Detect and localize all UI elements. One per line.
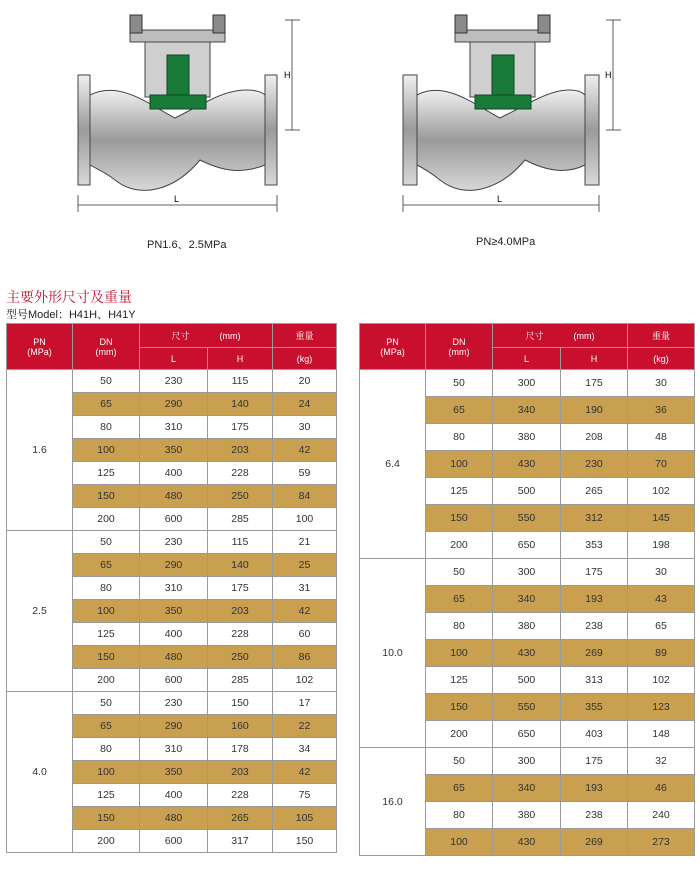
h-cell: 193 [561, 586, 628, 613]
l-cell: 480 [140, 807, 208, 830]
h-cell: 265 [561, 478, 628, 505]
weight-cell: 102 [628, 478, 695, 505]
weight-cell: 102 [628, 667, 695, 694]
weight-cell: 21 [273, 531, 337, 554]
l-cell: 430 [493, 640, 561, 667]
l-cell: 310 [140, 416, 208, 439]
weight-cell: 25 [273, 554, 337, 577]
dn-cell: 80 [426, 424, 493, 451]
dn-cell: 65 [73, 715, 140, 738]
l-cell: 430 [493, 451, 561, 478]
valve-drawing-left [60, 0, 320, 225]
dn-cell: 125 [73, 623, 140, 646]
pn-cell: 16.0 [360, 748, 426, 856]
l-cell: 230 [140, 531, 208, 554]
l-cell: 310 [140, 577, 208, 600]
dn-cell: 100 [426, 829, 493, 856]
dn-cell: 50 [73, 692, 140, 715]
h-cell: 190 [561, 397, 628, 424]
weight-cell: 24 [273, 393, 337, 416]
h-cell: 160 [208, 715, 273, 738]
table-row [360, 370, 695, 397]
dn-cell: 50 [73, 370, 140, 393]
header-size: 尺寸 (mm) [493, 324, 628, 348]
h-cell: 175 [208, 416, 273, 439]
h-cell: 228 [208, 462, 273, 485]
dn-cell: 65 [426, 586, 493, 613]
l-cell: 290 [140, 554, 208, 577]
weight-cell: 60 [273, 623, 337, 646]
h-cell: 313 [561, 667, 628, 694]
dn-cell: 100 [73, 439, 140, 462]
dim-h-label: H [284, 70, 291, 80]
weight-cell: 42 [273, 761, 337, 784]
dn-cell: 80 [73, 416, 140, 439]
weight-cell: 198 [628, 532, 695, 559]
weight-cell: 75 [273, 784, 337, 807]
l-cell: 340 [493, 397, 561, 424]
weight-cell: 42 [273, 439, 337, 462]
dn-cell: 200 [426, 721, 493, 748]
dn-cell: 150 [73, 646, 140, 669]
dn-cell: 50 [73, 531, 140, 554]
weight-cell: 65 [628, 613, 695, 640]
l-cell: 650 [493, 721, 561, 748]
weight-cell: 17 [273, 692, 337, 715]
l-cell: 290 [140, 393, 208, 416]
h-cell: 230 [561, 451, 628, 478]
h-cell: 115 [208, 370, 273, 393]
weight-cell: 36 [628, 397, 695, 424]
figure-caption-left: PN1.6、2.5MPa [147, 239, 227, 251]
h-cell: 175 [208, 577, 273, 600]
h-cell: 269 [561, 829, 628, 856]
h-cell: 250 [208, 485, 273, 508]
header-pn: PN (MPa) [7, 324, 73, 370]
dn-cell: 80 [73, 577, 140, 600]
header-weight-unit: (kg) [273, 348, 337, 370]
table-row [7, 370, 337, 393]
l-cell: 500 [493, 478, 561, 505]
weight-cell: 150 [273, 830, 337, 853]
pn-cell: 2.5 [7, 531, 73, 692]
weight-cell: 46 [628, 775, 695, 802]
dn-cell: 65 [426, 775, 493, 802]
pn-cell: 6.4 [360, 370, 426, 559]
h-cell: 355 [561, 694, 628, 721]
dn-cell: 125 [426, 478, 493, 505]
weight-cell: 148 [628, 721, 695, 748]
h-cell: 317 [208, 830, 273, 853]
header-l: L [140, 348, 208, 370]
h-cell: 265 [208, 807, 273, 830]
dn-cell: 200 [73, 508, 140, 531]
h-cell: 208 [561, 424, 628, 451]
h-cell: 353 [561, 532, 628, 559]
h-cell: 238 [561, 802, 628, 829]
dn-cell: 200 [73, 830, 140, 853]
table-row [7, 531, 337, 554]
table-body [7, 370, 337, 853]
dn-cell: 65 [426, 397, 493, 424]
l-cell: 400 [140, 623, 208, 646]
dn-cell: 150 [426, 694, 493, 721]
weight-cell: 105 [273, 807, 337, 830]
l-cell: 380 [493, 802, 561, 829]
weight-cell: 48 [628, 424, 695, 451]
header-size: 尺寸 (mm) [140, 324, 273, 348]
h-cell: 250 [208, 646, 273, 669]
header-weight: 重量 [273, 324, 337, 348]
dn-cell: 125 [73, 784, 140, 807]
l-cell: 600 [140, 508, 208, 531]
weight-cell: 86 [273, 646, 337, 669]
l-cell: 350 [140, 600, 208, 623]
h-cell: 238 [561, 613, 628, 640]
h-cell: 269 [561, 640, 628, 667]
l-cell: 400 [140, 462, 208, 485]
dn-cell: 125 [426, 667, 493, 694]
dn-cell: 100 [426, 451, 493, 478]
l-cell: 650 [493, 532, 561, 559]
h-cell: 203 [208, 600, 273, 623]
l-cell: 350 [140, 439, 208, 462]
h-cell: 175 [561, 370, 628, 397]
dn-cell: 150 [73, 807, 140, 830]
weight-cell: 123 [628, 694, 695, 721]
l-cell: 380 [493, 613, 561, 640]
weight-cell: 240 [628, 802, 695, 829]
l-cell: 300 [493, 370, 561, 397]
h-cell: 285 [208, 669, 273, 692]
dn-cell: 100 [73, 761, 140, 784]
header-h: H [561, 348, 628, 370]
weight-cell: 22 [273, 715, 337, 738]
l-cell: 480 [140, 646, 208, 669]
l-cell: 290 [140, 715, 208, 738]
dn-cell: 50 [426, 748, 493, 775]
h-cell: 140 [208, 554, 273, 577]
header-weight-unit: (kg) [628, 348, 695, 370]
dn-cell: 100 [73, 600, 140, 623]
h-cell: 175 [561, 559, 628, 586]
h-cell: 140 [208, 393, 273, 416]
dn-cell: 125 [73, 462, 140, 485]
weight-cell: 100 [273, 508, 337, 531]
l-cell: 600 [140, 669, 208, 692]
dn-cell: 65 [73, 554, 140, 577]
l-cell: 550 [493, 505, 561, 532]
header-pn: PN (MPa) [360, 324, 426, 370]
dn-cell: 150 [73, 485, 140, 508]
h-cell: 115 [208, 531, 273, 554]
section-title: 主要外形尺寸及重量 [6, 289, 132, 305]
weight-cell: 102 [273, 669, 337, 692]
l-cell: 380 [493, 424, 561, 451]
weight-cell: 59 [273, 462, 337, 485]
header-weight: 重量 [628, 324, 695, 348]
pn-cell: 1.6 [7, 370, 73, 531]
weight-cell: 20 [273, 370, 337, 393]
l-cell: 400 [140, 784, 208, 807]
l-cell: 300 [493, 748, 561, 775]
h-cell: 178 [208, 738, 273, 761]
weight-cell: 30 [628, 370, 695, 397]
weight-cell: 70 [628, 451, 695, 478]
h-cell: 150 [208, 692, 273, 715]
table-body [360, 370, 695, 856]
h-cell: 228 [208, 784, 273, 807]
weight-cell: 89 [628, 640, 695, 667]
l-cell: 310 [140, 738, 208, 761]
weight-cell: 31 [273, 577, 337, 600]
l-cell: 500 [493, 667, 561, 694]
dn-cell: 100 [426, 640, 493, 667]
dim-h-label: H [605, 70, 612, 80]
dn-cell: 50 [426, 370, 493, 397]
header-h: H [208, 348, 273, 370]
dn-cell: 200 [73, 669, 140, 692]
l-cell: 340 [493, 586, 561, 613]
header-dn: DN (mm) [426, 324, 493, 370]
l-cell: 230 [140, 692, 208, 715]
valve-drawing-right [385, 0, 645, 225]
spec-table-left [6, 323, 337, 853]
h-cell: 203 [208, 761, 273, 784]
pn-cell: 4.0 [7, 692, 73, 853]
h-cell: 175 [561, 748, 628, 775]
l-cell: 430 [493, 829, 561, 856]
weight-cell: 34 [273, 738, 337, 761]
dn-cell: 200 [426, 532, 493, 559]
h-cell: 312 [561, 505, 628, 532]
dim-l-label: L [497, 194, 503, 204]
header-dn: DN (mm) [73, 324, 140, 370]
h-cell: 193 [561, 775, 628, 802]
h-cell: 203 [208, 439, 273, 462]
spec-table-right [359, 323, 695, 856]
pn-cell: 10.0 [360, 559, 426, 748]
weight-cell: 273 [628, 829, 695, 856]
weight-cell: 30 [628, 559, 695, 586]
table-row [360, 748, 695, 775]
table-row [7, 692, 337, 715]
dn-cell: 80 [73, 738, 140, 761]
dn-cell: 80 [426, 613, 493, 640]
figure-caption-right: PN≥4.0MPa [476, 236, 536, 248]
weight-cell: 43 [628, 586, 695, 613]
h-cell: 228 [208, 623, 273, 646]
h-cell: 285 [208, 508, 273, 531]
l-cell: 340 [493, 775, 561, 802]
weight-cell: 32 [628, 748, 695, 775]
l-cell: 230 [140, 370, 208, 393]
dn-cell: 80 [426, 802, 493, 829]
dn-cell: 65 [73, 393, 140, 416]
l-cell: 600 [140, 830, 208, 853]
l-cell: 300 [493, 559, 561, 586]
weight-cell: 145 [628, 505, 695, 532]
model-line: 型号Model：H41H、H41Y [6, 309, 136, 321]
weight-cell: 42 [273, 600, 337, 623]
l-cell: 350 [140, 761, 208, 784]
weight-cell: 84 [273, 485, 337, 508]
header-l: L [493, 348, 561, 370]
h-cell: 403 [561, 721, 628, 748]
dn-cell: 50 [426, 559, 493, 586]
l-cell: 480 [140, 485, 208, 508]
dn-cell: 150 [426, 505, 493, 532]
weight-cell: 30 [273, 416, 337, 439]
l-cell: 550 [493, 694, 561, 721]
dim-l-label: L [174, 194, 180, 204]
table-row [360, 559, 695, 586]
